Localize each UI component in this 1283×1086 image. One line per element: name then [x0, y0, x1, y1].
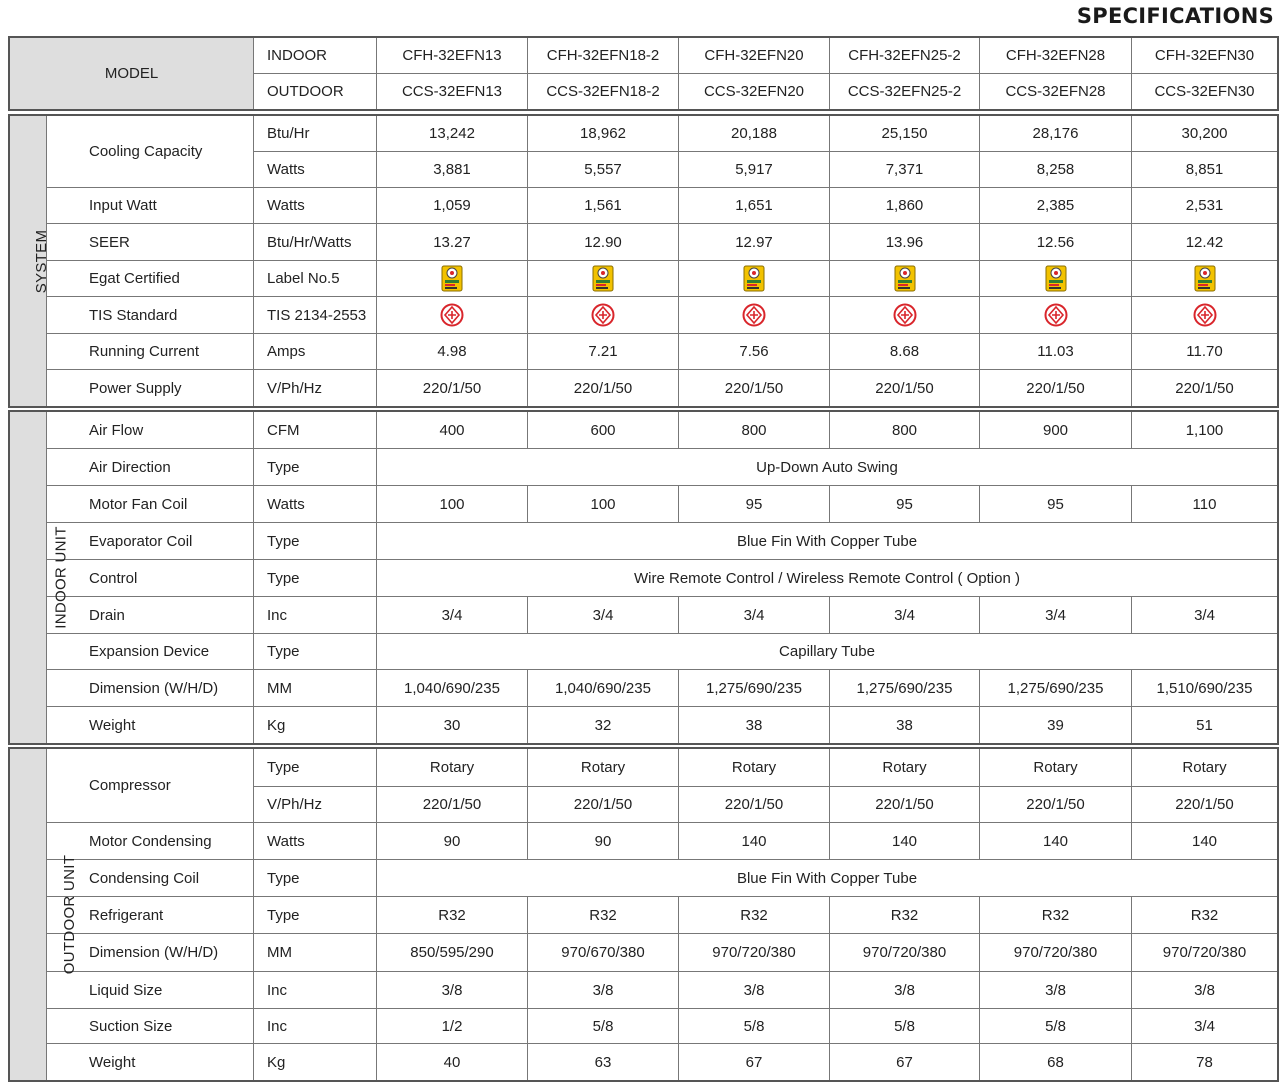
- value-cell: 67: [679, 1044, 830, 1081]
- unit-label: Type: [254, 897, 377, 934]
- value-cell: Rotary: [679, 749, 830, 787]
- unit-label: Inc: [254, 972, 377, 1009]
- row-label: Refrigerant: [47, 897, 254, 934]
- indoor-model: CFH-32EFN13: [377, 38, 528, 74]
- indoor-section-label: INDOOR UNIT: [10, 412, 47, 744]
- value-cell: 11.70: [1132, 334, 1278, 370]
- merged-value-cell: Capillary Tube: [377, 634, 1278, 670]
- unit-label: Inc: [254, 1009, 377, 1044]
- value-cell: 970/670/380: [528, 934, 679, 972]
- value-cell: 78: [1132, 1044, 1278, 1081]
- value-cell: 1,510/690/235: [1132, 670, 1278, 707]
- value-cell: 90: [528, 823, 679, 860]
- value-cell: 100: [377, 486, 528, 523]
- value-cell: 1,040/690/235: [528, 670, 679, 707]
- value-cell: 1,860: [830, 188, 980, 224]
- value-cell: 3/4: [1132, 1009, 1278, 1044]
- value-cell: 28,176: [980, 116, 1132, 152]
- value-cell: 140: [679, 823, 830, 860]
- compressor-label: Compressor: [47, 749, 254, 823]
- unit-label: Watts: [254, 823, 377, 860]
- value-cell: 39: [980, 707, 1132, 744]
- unit-label: Btu/Hr/Watts: [254, 224, 377, 261]
- value-cell: 38: [830, 707, 980, 744]
- value-cell: 95: [980, 486, 1132, 523]
- row-label: Suction Size: [47, 1009, 254, 1044]
- value-cell: 800: [830, 412, 980, 449]
- value-cell: 12.56: [980, 224, 1132, 261]
- unit-label: V/Ph/Hz: [254, 787, 377, 823]
- unit-label: CFM: [254, 412, 377, 449]
- value-cell: 40: [377, 1044, 528, 1081]
- value-cell: 220/1/50: [980, 370, 1132, 407]
- value-cell: 68: [980, 1044, 1132, 1081]
- unit-label: Amps: [254, 334, 377, 370]
- value-cell: 140: [1132, 823, 1278, 860]
- value-cell: 18,962: [528, 116, 679, 152]
- value-cell: 900: [980, 412, 1132, 449]
- model-label: MODEL: [10, 38, 254, 110]
- value-cell: 12.97: [679, 224, 830, 261]
- value-cell: 220/1/50: [528, 787, 679, 823]
- egat-label-icon: [441, 265, 463, 292]
- value-cell: 95: [830, 486, 980, 523]
- value-cell: Rotary: [1132, 749, 1278, 787]
- value-cell: 8,258: [980, 152, 1132, 188]
- value-cell: 220/1/50: [679, 370, 830, 407]
- outdoor-model: CCS-32EFN30: [1132, 74, 1278, 110]
- value-cell: 12.42: [1132, 224, 1278, 261]
- unit-label: Inc: [254, 597, 377, 634]
- cooling-capacity-label: Cooling Capacity: [47, 116, 254, 188]
- merged-value-cell: Blue Fin With Copper Tube: [377, 860, 1278, 897]
- egat-label-icon: [592, 265, 614, 292]
- indoor-model: CFH-32EFN20: [679, 38, 830, 74]
- value-cell: 600: [528, 412, 679, 449]
- value-cell: 5/8: [679, 1009, 830, 1044]
- value-cell: 3/8: [679, 972, 830, 1009]
- row-label: Motor Condensing: [47, 823, 254, 860]
- unit-label: Watts: [254, 188, 377, 224]
- value-cell: 12.90: [528, 224, 679, 261]
- value-cell: 13.96: [830, 224, 980, 261]
- tis-mark-icon: [1193, 303, 1217, 327]
- indoor-model: CFH-32EFN30: [1132, 38, 1278, 74]
- unit-label: Kg: [254, 707, 377, 744]
- value-cell: 38: [679, 707, 830, 744]
- value-cell: 3/8: [377, 972, 528, 1009]
- outdoor-model: CCS-32EFN25-2: [830, 74, 980, 110]
- value-cell: 20,188: [679, 116, 830, 152]
- outdoor-model: CCS-32EFN13: [377, 74, 528, 110]
- unit-label: Type: [254, 860, 377, 897]
- value-cell: 220/1/50: [830, 787, 980, 823]
- value-cell: 1/2: [377, 1009, 528, 1044]
- value-cell: 5/8: [528, 1009, 679, 1044]
- value-cell: Rotary: [377, 749, 528, 787]
- unit-label: Type: [254, 449, 377, 486]
- value-cell: 1,275/690/235: [679, 670, 830, 707]
- unit-label: Label No.5: [254, 261, 377, 297]
- value-cell: 1,100: [1132, 412, 1278, 449]
- value-cell: 25,150: [830, 116, 980, 152]
- value-cell: 63: [528, 1044, 679, 1081]
- outdoor-model: CCS-32EFN20: [679, 74, 830, 110]
- egat-label-icon: [1045, 265, 1067, 292]
- value-cell: Rotary: [830, 749, 980, 787]
- egat-label-icon: [894, 265, 916, 292]
- value-cell: 1,275/690/235: [980, 670, 1132, 707]
- value-cell: 8.68: [830, 334, 980, 370]
- value-cell: 30,200: [1132, 116, 1278, 152]
- unit-label: TIS 2134-2553: [254, 297, 377, 334]
- system-section-label: SYSTEM: [10, 116, 47, 407]
- model-header-block: [9, 37, 1277, 110]
- row-label: Dimension (W/H/D): [47, 670, 254, 707]
- outdoor-model: CCS-32EFN18-2: [528, 74, 679, 110]
- value-cell: 5,917: [679, 152, 830, 188]
- value-cell: 32: [528, 707, 679, 744]
- egat-label-icon: [743, 265, 765, 292]
- value-cell: 11.03: [980, 334, 1132, 370]
- value-cell: 1,275/690/235: [830, 670, 980, 707]
- value-cell: 7.21: [528, 334, 679, 370]
- unit-label: MM: [254, 934, 377, 972]
- value-cell: 2,385: [980, 188, 1132, 224]
- unit-label: Btu/Hr: [254, 116, 377, 152]
- value-cell: 3/4: [830, 597, 980, 634]
- value-cell: 30: [377, 707, 528, 744]
- value-cell: R32: [528, 897, 679, 934]
- value-cell: 220/1/50: [377, 370, 528, 407]
- value-cell: 2,531: [1132, 188, 1278, 224]
- row-label: Weight: [47, 707, 254, 744]
- value-cell: 7.56: [679, 334, 830, 370]
- value-cell: 5,557: [528, 152, 679, 188]
- row-label: Liquid Size: [47, 972, 254, 1009]
- value-cell: 140: [980, 823, 1132, 860]
- indoor-unit-block: [9, 411, 1277, 743]
- value-cell: 3/4: [980, 597, 1132, 634]
- value-cell: 3/8: [1132, 972, 1278, 1009]
- value-cell: 970/720/380: [679, 934, 830, 972]
- unit-label: Type: [254, 634, 377, 670]
- row-label: Control: [47, 560, 254, 597]
- outdoor-label: OUTDOOR: [254, 74, 377, 110]
- value-cell: 800: [679, 412, 830, 449]
- egat-label-icon: [1194, 265, 1216, 292]
- value-cell: 100: [528, 486, 679, 523]
- indoor-model: CFH-32EFN28: [980, 38, 1132, 74]
- row-label: TIS Standard: [47, 297, 254, 334]
- system-block: [9, 115, 1277, 406]
- merged-value-cell: Up-Down Auto Swing: [377, 449, 1278, 486]
- value-cell: 970/720/380: [1132, 934, 1278, 972]
- tis-mark-icon: [440, 303, 464, 327]
- row-label: Motor Fan Coil: [47, 486, 254, 523]
- unit-label: MM: [254, 670, 377, 707]
- value-cell: 3/8: [528, 972, 679, 1009]
- unit-label: Type: [254, 749, 377, 787]
- value-cell: 95: [679, 486, 830, 523]
- outdoor-unit-block: [9, 748, 1277, 1080]
- merged-value-cell: Wire Remote Control / Wireless Remote Control ( Option ): [377, 560, 1278, 597]
- value-cell: R32: [1132, 897, 1278, 934]
- unit-label: Type: [254, 523, 377, 560]
- unit-label: Watts: [254, 486, 377, 523]
- value-cell: R32: [377, 897, 528, 934]
- tis-mark-icon: [1044, 303, 1068, 327]
- value-cell: 3/4: [1132, 597, 1278, 634]
- value-cell: Rotary: [980, 749, 1132, 787]
- value-cell: 1,040/690/235: [377, 670, 528, 707]
- value-cell: 1,651: [679, 188, 830, 224]
- value-cell: 1,561: [528, 188, 679, 224]
- value-cell: 850/595/290: [377, 934, 528, 972]
- value-cell: 5/8: [980, 1009, 1132, 1044]
- value-cell: Rotary: [528, 749, 679, 787]
- value-cell: 7,371: [830, 152, 980, 188]
- row-label: SEER: [47, 224, 254, 261]
- unit-label: Kg: [254, 1044, 377, 1081]
- value-cell: 220/1/50: [528, 370, 679, 407]
- indoor-label: INDOOR: [254, 38, 377, 74]
- value-cell: 970/720/380: [830, 934, 980, 972]
- value-cell: 220/1/50: [679, 787, 830, 823]
- value-cell: 220/1/50: [1132, 787, 1278, 823]
- merged-value-cell: Blue Fin With Copper Tube: [377, 523, 1278, 560]
- value-cell: 1,059: [377, 188, 528, 224]
- row-label: Drain: [47, 597, 254, 634]
- row-label: Air Flow: [47, 412, 254, 449]
- page-title: SPECIFICATIONS: [1076, 4, 1274, 28]
- value-cell: 3/4: [528, 597, 679, 634]
- value-cell: 220/1/50: [980, 787, 1132, 823]
- row-label: Evaporator Coil: [47, 523, 254, 560]
- row-label: Dimension (W/H/D): [47, 934, 254, 972]
- value-cell: 8,851: [1132, 152, 1278, 188]
- value-cell: 5/8: [830, 1009, 980, 1044]
- value-cell: 220/1/50: [1132, 370, 1278, 407]
- value-cell: 4.98: [377, 334, 528, 370]
- tis-mark-icon: [742, 303, 766, 327]
- value-cell: 220/1/50: [377, 787, 528, 823]
- value-cell: 13,242: [377, 116, 528, 152]
- value-cell: 970/720/380: [980, 934, 1132, 972]
- row-label: Input Watt: [47, 188, 254, 224]
- tis-mark-icon: [893, 303, 917, 327]
- row-label: Expansion Device: [47, 634, 254, 670]
- value-cell: 110: [1132, 486, 1278, 523]
- indoor-model: CFH-32EFN25-2: [830, 38, 980, 74]
- unit-label: Type: [254, 560, 377, 597]
- row-label: Air Direction: [47, 449, 254, 486]
- outdoor-section-label: OUTDOOR UNIT: [10, 749, 47, 1081]
- value-cell: 3/8: [980, 972, 1132, 1009]
- value-cell: R32: [980, 897, 1132, 934]
- value-cell: 400: [377, 412, 528, 449]
- row-label: Weight: [47, 1044, 254, 1081]
- value-cell: 3/8: [830, 972, 980, 1009]
- value-cell: R32: [830, 897, 980, 934]
- row-label: Egat Certified: [47, 261, 254, 297]
- unit-label: V/Ph/Hz: [254, 370, 377, 407]
- unit-label: Watts: [254, 152, 377, 188]
- value-cell: 3,881: [377, 152, 528, 188]
- row-label: Condensing Coil: [47, 860, 254, 897]
- tis-mark-icon: [591, 303, 615, 327]
- row-label: Power Supply: [47, 370, 254, 407]
- value-cell: 13.27: [377, 224, 528, 261]
- row-label: Running Current: [47, 334, 254, 370]
- value-cell: 90: [377, 823, 528, 860]
- indoor-model: CFH-32EFN18-2: [528, 38, 679, 74]
- value-cell: 51: [1132, 707, 1278, 744]
- value-cell: 140: [830, 823, 980, 860]
- value-cell: 220/1/50: [830, 370, 980, 407]
- value-cell: R32: [679, 897, 830, 934]
- outdoor-model: CCS-32EFN28: [980, 74, 1132, 110]
- value-cell: 3/4: [377, 597, 528, 634]
- value-cell: 67: [830, 1044, 980, 1081]
- value-cell: 3/4: [679, 597, 830, 634]
